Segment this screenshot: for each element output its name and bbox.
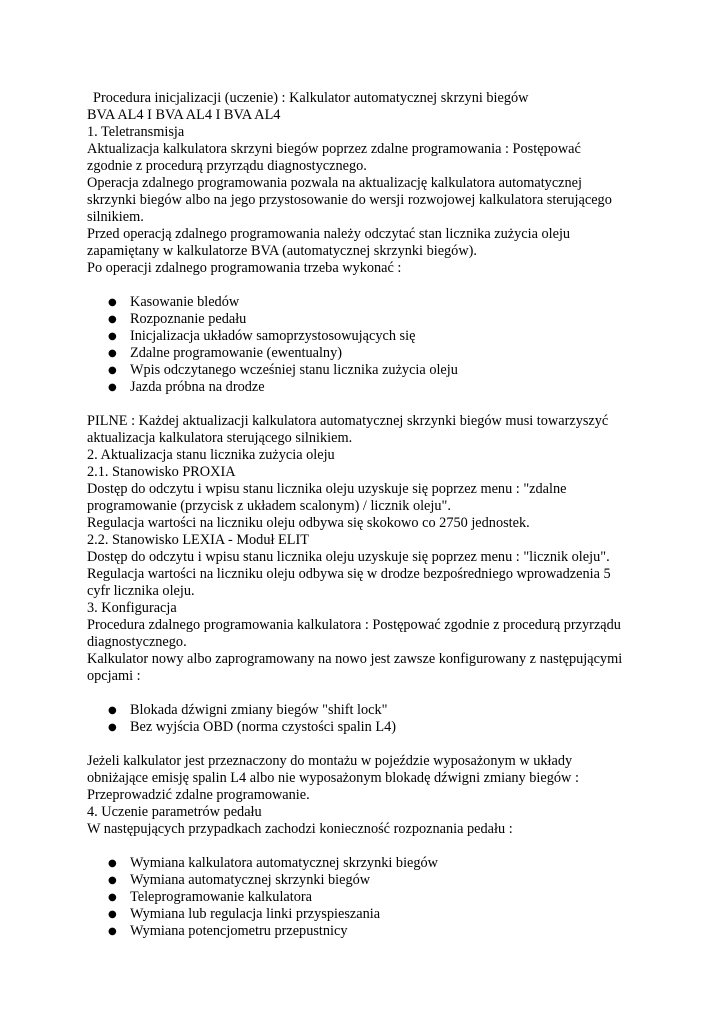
section-4-heading: 4. Uczenie parametrów pedału (87, 804, 262, 820)
bullet-dot-icon: ● (108, 858, 117, 869)
list-item: ● Jazda próbna na drodze (108, 379, 265, 395)
paragraph-line: Po operacji zdalnego programowania trzeba wykonać : (87, 260, 402, 276)
bullet-dot-icon: ● (108, 926, 117, 937)
paragraph-line: Operacja zdalnego programowania pozwala na aktualizację kalkulatora automatycznej (87, 175, 582, 191)
paragraph-line: obniżające emisję spalin L4 albo nie wyposażonym blokadę dźwigni zmiany biegów : (87, 770, 579, 786)
paragraph-line: Regulacja wartości na liczniku oleju odbywa się w drodze bezpośredniego wprowadzenia 5 (87, 566, 611, 582)
paragraph-line: opcjami : (87, 668, 141, 684)
bullet-dot-icon: ● (108, 909, 117, 920)
list-item: ● Wymiana lub regulacja linki przyspieszania (108, 906, 381, 922)
paragraph-line: programowanie (przycisk z układem scalonym) / licznik oleju". (87, 498, 451, 514)
paragraph-line: skrzynki biegów albo na jego przystosowanie do wersji rozwojowej kalkulatora sterującego (87, 192, 612, 208)
bullet-dot-icon: ● (108, 722, 117, 733)
list-item: ● Rozpoznanie pedału (108, 311, 247, 327)
bullet-dot-icon: ● (108, 297, 117, 308)
paragraph-line: Przed operacją zdalnego programowania należy odczytać stan licznika zużycia oleju (87, 226, 571, 242)
bullet-dot-icon: ● (108, 314, 117, 325)
section-2-1-heading: 2.1. Stanowisko PROXIA (87, 464, 236, 480)
configuration-options-list (87, 702, 647, 736)
list-item: ● Bez wyjścia OBD (norma czystości spalin L4) (108, 719, 397, 735)
bullet-dot-icon: ● (108, 875, 117, 886)
list-item: ● Zdalne programowanie (ewentualny) (108, 345, 342, 361)
document-title: Procedura inicjalizacji (uczenie) : Kalkulator automatycznej skrzyni biegów (93, 90, 529, 106)
list-item: ● Kasowanie bledów (108, 294, 240, 310)
list-item: ● Wymiana potencjometru przepustnicy (108, 923, 348, 939)
paragraph-line: Jeżeli kalkulator jest przeznaczony do montażu w pojeździe wyposażonym w układy (87, 753, 573, 769)
paragraph-line: Dostęp do odczytu i wpisu stanu licznika oleju uzyskuje się poprzez menu : "licznik oleju". (87, 549, 610, 565)
bullet-dot-icon: ● (108, 382, 117, 393)
paragraph-line: Dostęp do odczytu i wpisu stanu licznika oleju uzyskuje się poprzez menu : "zdalne (87, 481, 567, 497)
bullet-dot-icon: ● (108, 348, 117, 359)
warning-line: aktualizacja kalkulatora sterującego silnikiem. (87, 430, 353, 446)
paragraph-line: Przeprowadzić zdalne programowanie. (87, 787, 310, 803)
bullet-dot-icon: ● (108, 331, 117, 342)
post-programming-steps-list (87, 294, 647, 396)
list-item: ● Wymiana kalkulatora automatycznej skrzynki biegów (108, 855, 439, 871)
paragraph-line: Regulacja wartości na liczniku oleju odbywa się skokowo co 2750 jednostek. (87, 515, 530, 531)
paragraph-line: zapamiętany w kalkulatorze BVA (automatycznej skrzynki biegów). (87, 243, 477, 259)
list-item: ● Blokada dźwigni zmiany biegów "shift lock" (108, 702, 388, 718)
list-item: ● Teleprogramowanie kalkulatora (108, 889, 312, 905)
section-1-heading: 1. Teletransmisja (87, 124, 185, 140)
paragraph-line: W następujących przypadkach zachodzi konieczność rozpoznania pedału : (87, 821, 513, 837)
bullet-dot-icon: ● (108, 705, 117, 716)
document-subtitle: BVA AL4 I BVA AL4 I BVA AL4 (87, 107, 281, 123)
paragraph-line: diagnostycznego. (87, 634, 187, 650)
pedal-learning-cases-list (87, 855, 647, 940)
document-page (87, 90, 647, 940)
section-2-heading: 2. Aktualizacja stanu licznika zużycia oleju (87, 447, 335, 463)
warning-line: PILNE : Każdej aktualizacji kalkulatora automatycznej skrzynki biegów musi towarzyszyć (87, 413, 609, 429)
paragraph-line: silnikiem. (87, 209, 144, 225)
bullet-dot-icon: ● (108, 365, 117, 376)
paragraph-line: Aktualizacja kalkulatora skrzyni biegów poprzez zdalne programowania : Postępować (87, 141, 581, 157)
bullet-dot-icon: ● (108, 892, 117, 903)
section-2-2-heading: 2.2. Stanowisko LEXIA - Moduł ELIT (87, 532, 309, 548)
paragraph-line: cyfr licznika oleju. (87, 583, 195, 599)
list-item: ● Wymiana automatycznej skrzynki biegów (108, 872, 371, 888)
section-3-heading: 3. Konfiguracja (87, 600, 177, 616)
paragraph-line: Kalkulator nowy albo zaprogramowany na nowo jest zawsze konfigurowany z następującymi (87, 651, 623, 667)
list-item: ● Wpis odczytanego wcześniej stanu licznika zużycia oleju (108, 362, 458, 378)
paragraph-line: Procedura zdalnego programowania kalkulatora : Postępować zgodnie z procedurą przyrządu (87, 617, 621, 633)
paragraph-line: zgodnie z procedurą przyrządu diagnostycznego. (87, 158, 367, 174)
list-item: ● Inicjalizacja układów samoprzystosowujących się (108, 328, 416, 344)
